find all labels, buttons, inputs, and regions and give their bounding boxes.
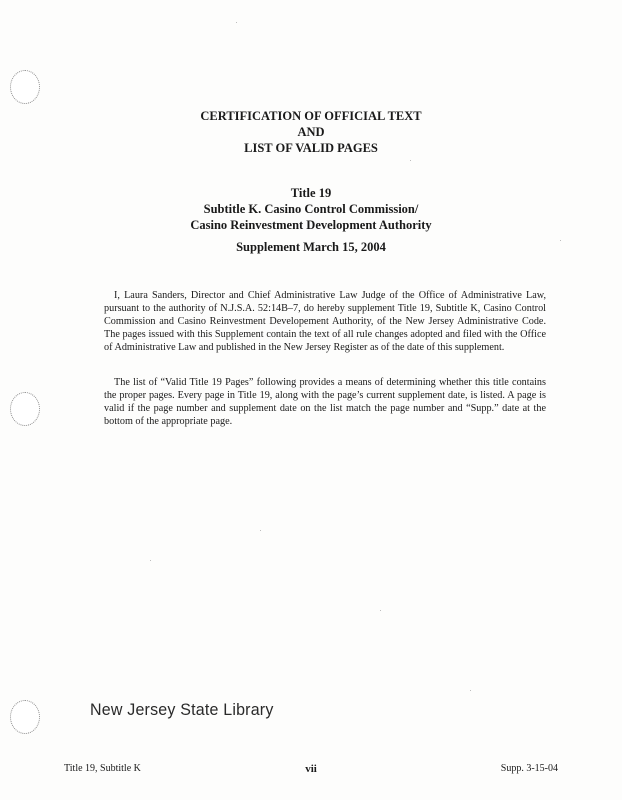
library-stamp: New Jersey State Library (90, 701, 274, 720)
binder-hole-middle (10, 392, 40, 426)
scan-speck (560, 240, 561, 241)
binder-hole-top (10, 70, 40, 104)
supplement-heading (0, 239, 622, 255)
certification-line-1: CERTIFICATION OF OFFICIAL TEXT (200, 109, 422, 123)
footer-title: Title 19, Subtitle K (64, 763, 141, 774)
scan-speck (470, 690, 471, 691)
certification-line-2: AND (297, 125, 325, 139)
title-number: Title 19 (290, 186, 332, 200)
footer-page-number: vii (305, 763, 317, 775)
subtitle-line-2: Casino Reinvestment Development Authority (190, 218, 432, 232)
certification-line-3: LIST OF VALID PAGES (244, 141, 378, 155)
supplement-date: Supplement March 15, 2004 (236, 240, 386, 254)
certification-paragraph: I, Laura Sanders, Director and Chief Administrative Law Judge of the Office of Administrative Law, pursuant to the authority of N.J.S.A. 52:14B–7, do hereby supplement Title 19, Subtitle K, Casino Control Commission and Casino Reinvestment Developement Authority, of the New Jersey Administrative Code. The pages issued with this Supplement contain the text of all rule changes adopted and filed with the Office of Administrative Law and published in the New Jersey Register as of the date of this supplement. (104, 290, 546, 354)
footer-supplement-date: Supp. 3-15-04 (500, 763, 558, 774)
scan-speck (260, 530, 261, 531)
scan-speck (150, 560, 151, 561)
subtitle-line-1: Subtitle K. Casino Control Commission/ (203, 202, 419, 216)
binder-hole-bottom (10, 700, 40, 734)
scan-speck (380, 610, 381, 611)
valid-pages-paragraph: The list of “Valid Title 19 Pages” following provides a means of determining whether this title contains the proper pages. Every page in Title 19, along with the page’s current supplement date, is listed. A page is valid if the page number and supplement date on the list match the page number and “Supp.” date at the bottom of the appropriate page. (104, 377, 546, 428)
certification-heading (0, 108, 622, 156)
scan-speck (410, 160, 411, 161)
title-block (0, 185, 622, 233)
scan-speck (236, 22, 237, 23)
